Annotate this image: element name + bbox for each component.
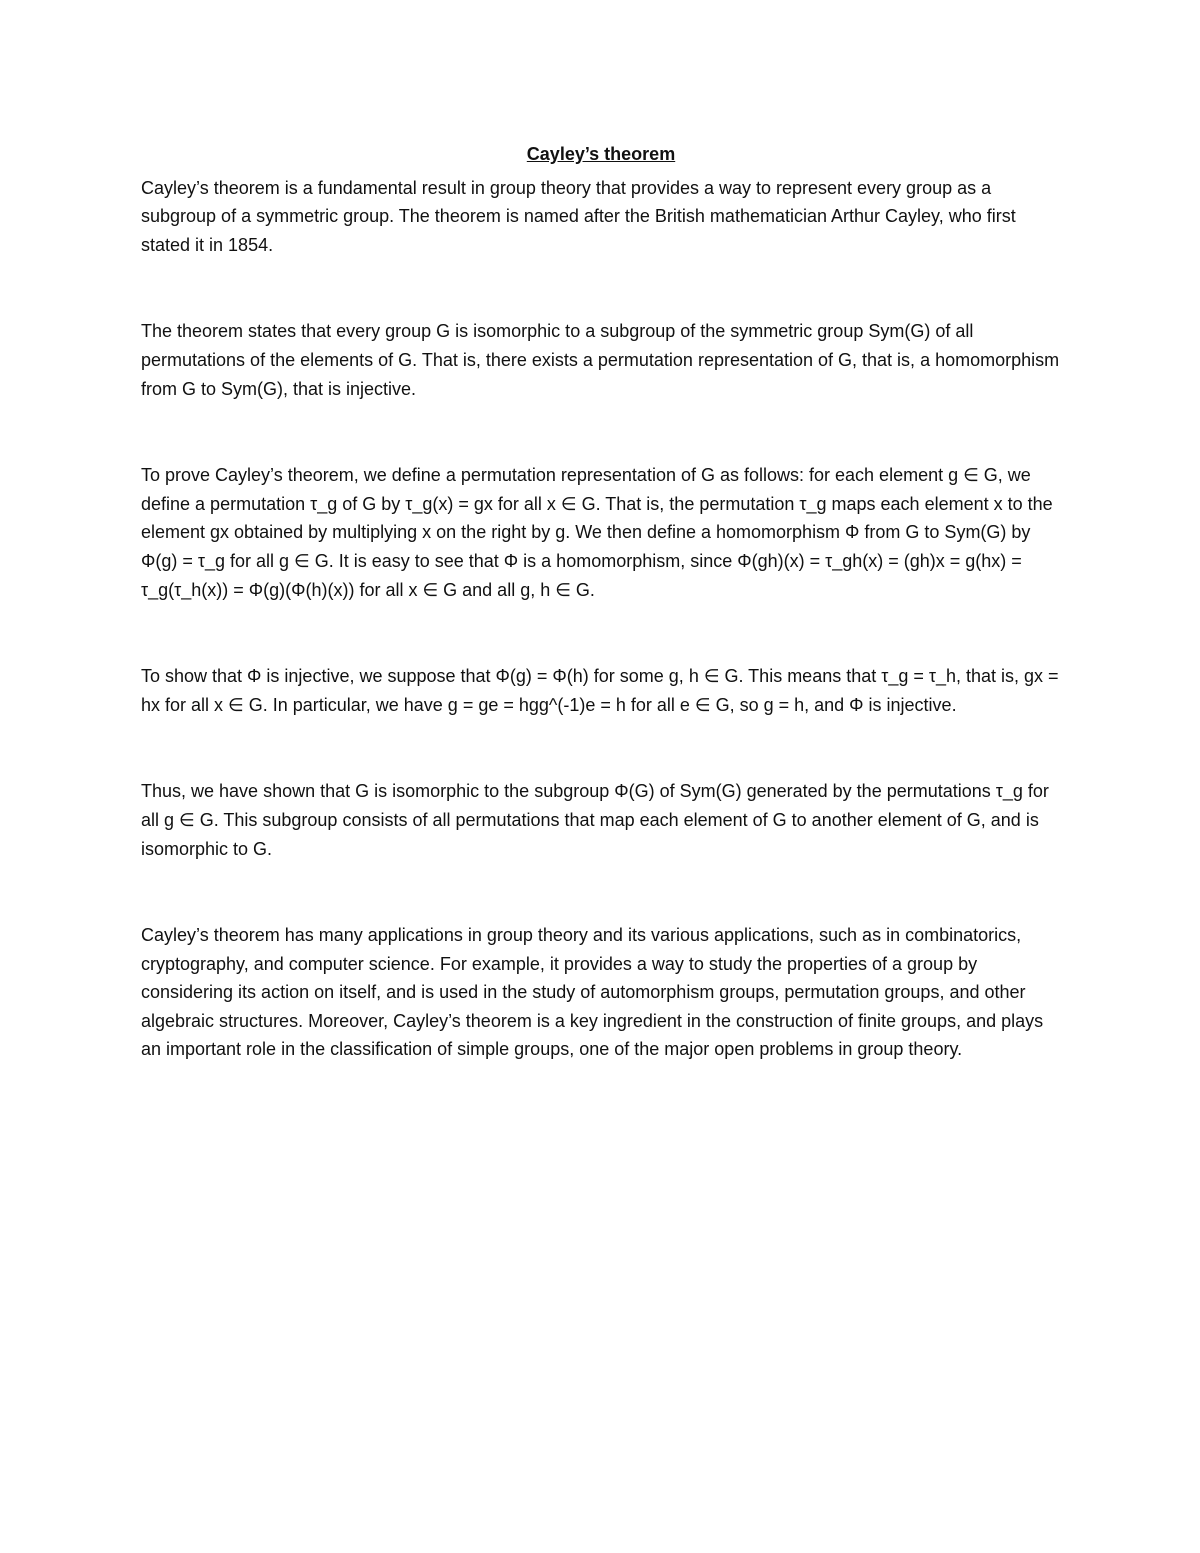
paragraph-spacer [141, 863, 1061, 921]
paragraph-proof: To prove Cayley’s theorem, we define a permutation representation of G as follows: for each element g ∈ G, we define a permutation τ_g of G by τ_g(x) = gx for all x ∈ G. That is, the permutation τ_g maps each element x to the element gx obtained by multiplying x on the right by g. We then define a homomorphism Φ from G to Sym(G) by Φ(g) = τ_g for all g ∈ G. It is easy to see that Φ is a homomorphism, since Φ(gh)(x) = τ_gh(x) = (gh)x = g(hx) = τ_g(τ_h(x)) = Φ(g)(Φ(h)(x)) for all x ∈ G and all g, h ∈ G. [141, 465, 1053, 600]
paragraph-spacer [141, 604, 1061, 662]
paragraph-intro: Cayley’s theorem is a fundamental result in group theory that provides a way to represent every group as a subgroup of a symmetric group. The theorem is named after the British mathematician Arthur Cayley, who first stated it in 1854. [141, 177, 1016, 255]
paragraph-injective: To show that Φ is injective, we suppose that Φ(g) = Φ(h) for some g, h ∈ G. This means that τ_g = τ_h, that is, gx = hx for all x ∈ G. In particular, we have g = ge = hgg^(-1)e = h for all e ∈ G, so g = h, and Φ is injective. [141, 666, 1059, 715]
paragraph-statement: The theorem states that every group G is isomorphic to a subgroup of the symmetric group Sym(G) of all permutations of the elements of G. That is, there exists a permutation representation of G, that is, a homomorphism from G to Sym(G), that is injective. [141, 321, 1060, 399]
document-body [141, 140, 1061, 1064]
paragraph-spacer [141, 259, 1061, 317]
paragraph-conclusion: Thus, we have shown that G is isomorphic to the subgroup Φ(G) of Sym(G) generated by the permutations τ_g for all g ∈ G. This subgroup consists of all permutations that map each element of G to another element of G, and is isomorphic to G. [141, 781, 1049, 859]
paragraph-spacer [141, 719, 1061, 777]
paragraph-spacer [141, 403, 1061, 461]
document-title: Cayley’s theorem [526, 144, 676, 164]
paragraph-applications: Cayley’s theorem has many applications in group theory and its various applications, such as in combinatorics, cryptography, and computer science. For example, it provides a way to study the properties of a group by considering its action on itself, and is used in the study of automorphism groups, permutation groups, and other algebraic structures. Moreover, Cayley’s theorem is a key ingredient in the construction of finite groups, and plays an important role in the classification of simple groups, one of the major open problems in group theory. [141, 925, 1044, 1060]
